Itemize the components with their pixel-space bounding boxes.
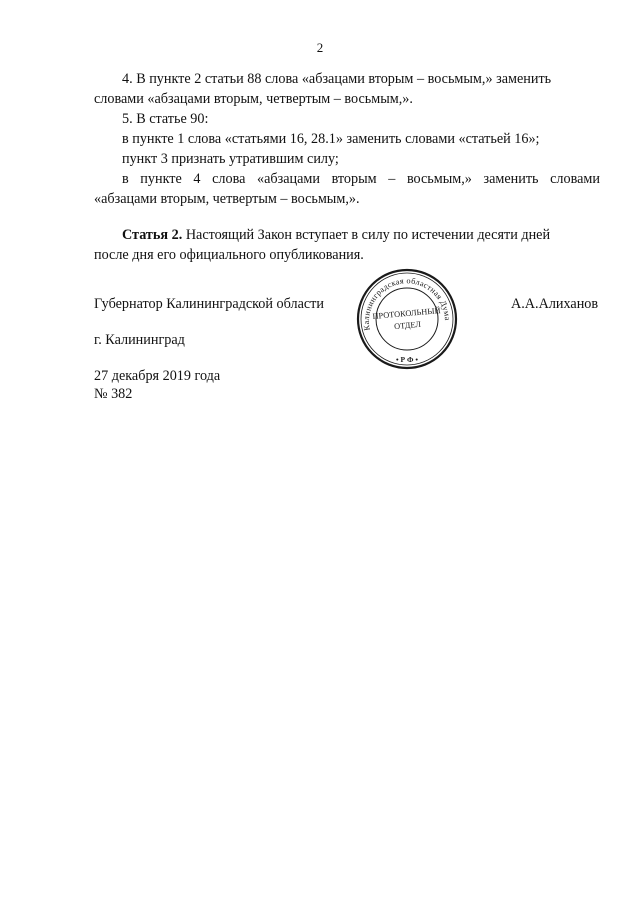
item-4-line-2: словами «абзацами вторым, четвертым – восьмым,». — [94, 91, 413, 107]
signatory-position: Губернатор Калининградской области — [94, 296, 324, 312]
page-number: 2 — [316, 40, 324, 55]
article-2-text: Настоящий Закон вступает в силу по истечении десяти дней — [185, 227, 551, 243]
stamp-inner-line-1: ПРОТОКОЛЬНЫЙ — [372, 306, 441, 321]
signatory-name: А.А.Алиханов — [511, 296, 599, 312]
item-5-line-4: «абзацами вторым, четвертым – восьмым,». — [94, 191, 360, 207]
official-stamp-icon — [356, 268, 458, 370]
place: г. Калининград — [94, 332, 185, 348]
document-number: № 382 — [94, 386, 133, 402]
date: 27 декабря 2019 года — [94, 368, 221, 384]
article-2-line-1 — [122, 226, 600, 244]
item-5-heading: 5. В статье 90: — [122, 111, 209, 127]
item-4-line-1: 4. В пункте 2 статьи 88 слова «абзацами вторым – восьмым,» заменить — [122, 71, 552, 87]
article-2-line-2: после дня его официального опубликования. — [94, 247, 364, 263]
stamp-outer-text: Калининградская областная Дума — [361, 276, 453, 332]
item-5-line-2: пункт 3 признать утратившим силу; — [122, 151, 339, 167]
item-5-line-1: в пункте 1 слова «статьями 16, 28.1» заменить словами «статьей 16»; — [122, 131, 540, 147]
stamp-bottom-text: • Р Ф • — [396, 355, 418, 364]
article-2-label: Статья 2. — [122, 227, 183, 243]
item-5-line-3: в пункте 4 слова «абзацами вторым – восьмым,» заменить словами — [122, 171, 600, 187]
stamp-inner-line-2: ОТДЕЛ — [393, 319, 422, 332]
